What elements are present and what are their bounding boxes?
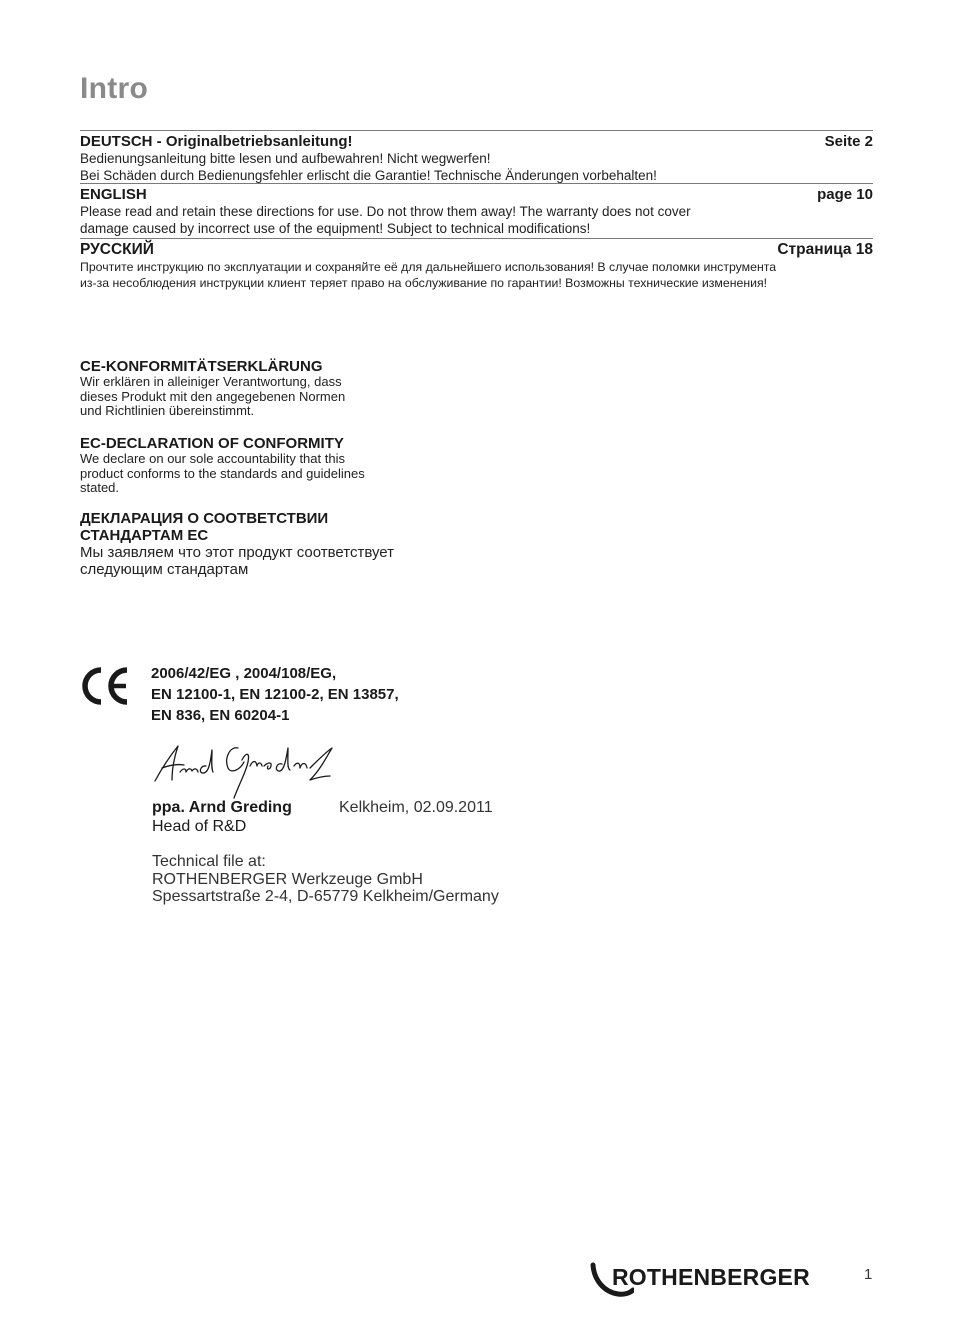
declaration-heading: CE-KONFORMITÄTSERKLÄRUNG <box>80 358 323 375</box>
declaration-line: product conforms to the standards and guidelines <box>80 465 365 481</box>
language-name: РУССКИЙ <box>80 241 154 258</box>
declaration-line: следующим стандартам <box>80 561 249 578</box>
ce-mark-icon <box>80 666 132 706</box>
declaration-ru <box>80 510 500 578</box>
declaration-line: Wir erklären in alleiniger Verantwortung, dass <box>80 374 342 389</box>
standards-line: EN 12100-1, EN 12100-2, EN 13857, <box>151 686 399 703</box>
language-text-line: Прочтите инструкцию по эксплуатации и сохраняйте её для дальнейшего использования! В случае поломки инструмента <box>80 260 777 274</box>
language-section-ru <box>80 238 873 291</box>
page-number: 1 <box>864 1266 873 1283</box>
declaration-heading: ДЕКЛАРАЦИЯ О СООТВЕТСТВИИ <box>80 510 329 527</box>
language-page-ref: Страница 18 <box>777 241 873 258</box>
language-text-line: Please read and retain these directions for use. Do not throw them away! The warranty does not cover <box>80 204 691 219</box>
language-name: ENGLISH <box>80 186 147 203</box>
standards-list <box>151 663 399 726</box>
signatory-name: ppa. Arnd Greding <box>152 799 292 816</box>
language-section-en <box>80 183 873 237</box>
page-title: Intro <box>80 72 149 105</box>
declaration-heading: СТАНДАРТАМ ЕС <box>80 527 209 544</box>
technical-file-block <box>152 853 499 906</box>
declaration-en <box>80 435 500 496</box>
technical-file-line: Technical file at: <box>152 853 266 870</box>
language-text-line: damage caused by incorrect use of the equipment! Subject to technical modifications! <box>80 220 591 236</box>
rothenberger-logo-text: ROTHENBERGER <box>612 1264 810 1290</box>
handwritten-signature <box>150 738 340 804</box>
declaration-de <box>80 358 500 419</box>
technical-file-line: ROTHENBERGER Werkzeuge GmbH <box>152 870 423 888</box>
language-page-ref: Seite 2 <box>824 133 873 150</box>
language-text-line: Bedienungsanleitung bitte lesen und aufbewahren! Nicht wegwerfen! <box>80 151 491 166</box>
language-text-line: из-за несоблюдения инструкции клиент теряет право на обслуживание по гарантии! Возможны технические изменения! <box>80 276 768 290</box>
standards-line: EN 836, EN 60204-1 <box>151 707 290 724</box>
language-page-ref: page 10 <box>817 186 873 203</box>
language-name: DEUTSCH - Originalbetriebsanleitung! <box>80 133 353 150</box>
declaration-line: We declare on our sole accountability that this <box>80 451 345 466</box>
place-date: Kelkheim, 02.09.2011 <box>339 799 493 816</box>
declaration-line: Мы заявляем что этот продукт соответствует <box>80 544 395 561</box>
declaration-line: dieses Produkt mit den angegebenen Normen <box>80 388 346 404</box>
language-text-line: Bei Schäden durch Bedienungsfehler erlischt die Garantie! Technische Änderungen vorbehalten! <box>80 167 657 183</box>
standards-line: 2006/42/EG , 2004/108/EG, <box>151 665 337 682</box>
language-section-de <box>80 130 873 184</box>
declaration-heading: EC-DECLARATION OF CONFORMITY <box>80 435 344 452</box>
declaration-line: stated. <box>80 480 120 495</box>
declaration-line: und Richtlinien übereinstimmt. <box>80 403 255 418</box>
technical-file-line: Spessartstraße 2-4, D-65779 Kelkheim/Germany <box>152 888 499 905</box>
signatory-role: Head of R&D <box>152 818 247 835</box>
